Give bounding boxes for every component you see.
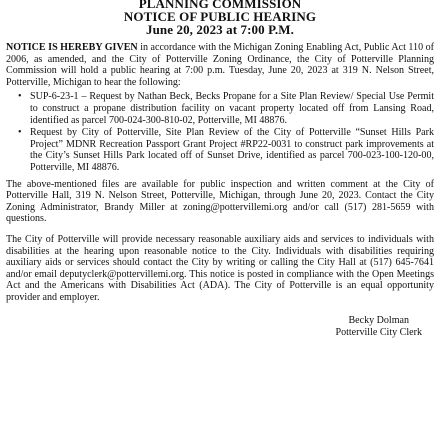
intro-lead: NOTICE IS HEREBY GIVEN [6, 42, 138, 53]
bullet-icon: • [18, 91, 22, 103]
notice-heading-title: NOTICE OF PUBLIC HEARING [123, 9, 317, 24]
hearing-items-list [6, 91, 434, 173]
list-item [20, 91, 434, 126]
accessibility-paragraph: The City of Potterville will provide necessary reasonable auxiliary aids and services to individuals with disabilities at the hearing upon reasonable notice to the City. Individuals with disabilities requiring auxiliary aids or services should contact the City by writing or calling the City Hall at (517) 645-7641 and/or email deputyclerk@pottervillemi.org. This notice is posted in compliance with the Open Meetings Act and the Americans with Disabilities Act (ADA). The City of Potterville is an equal opportunity provider and employer. [6, 233, 434, 303]
signature-title: Potterville City Clerk [335, 327, 422, 339]
signature-block [6, 315, 434, 339]
signature-name: Becky Dolman [348, 315, 409, 327]
list-item-text: Request by City of Potterville, Site Plan Review of the City of Potterville “Sunset Hills Park Project” MDNR Recreation Passport Grant Project #RP22-0031 to construct park improvements at the City’s Sunset Hills Park located off of Sunset Drive, identified as parcel 700-023-100-120-00, Potterville, MI 48876. [30, 127, 434, 173]
list-item-text: SUP-6-23-1 – Request by Nathan Beck, Becks Propane for a Site Plan Review/ Special Use Permit to construct a propane distribution facility on vacant property located off from Lansing Road, identified as parcel 700-024-300-810-02, Potterville, MI 48876. [30, 91, 434, 126]
inspection-paragraph: The above-mentioned files are available for public inspection and written comment at the City of Potterville Hall, 319 N. Nelson Street, Potterville, Michigan, through June 20, 2023. Contact the City Zoning Administrator, Brandy Miller at zoning@pottervillemi.org and/or call (517) 281-5659 with questions. [6, 178, 434, 225]
list-item [20, 127, 434, 173]
notice-heading-date: June 20, 2023 at 7:00 P.M. [145, 22, 294, 37]
intro-paragraph [6, 42, 434, 88]
notice-heading-commission: PLANNING COMMISSION [138, 0, 302, 11]
bullet-icon: • [18, 127, 22, 139]
intro-body: in accordance with the Michigan Zoning Enabling Act, Public Act 110 of 2006, as amended, and the City of Potterville Zoning Ordinance, the City of Potterville Planning Commission will hold a public hearing at 7:00 p.m. Tuesday, June 20, 2023 at 319 N. Nelson Street, Potterville, Michigan to hear the following: [6, 42, 434, 88]
